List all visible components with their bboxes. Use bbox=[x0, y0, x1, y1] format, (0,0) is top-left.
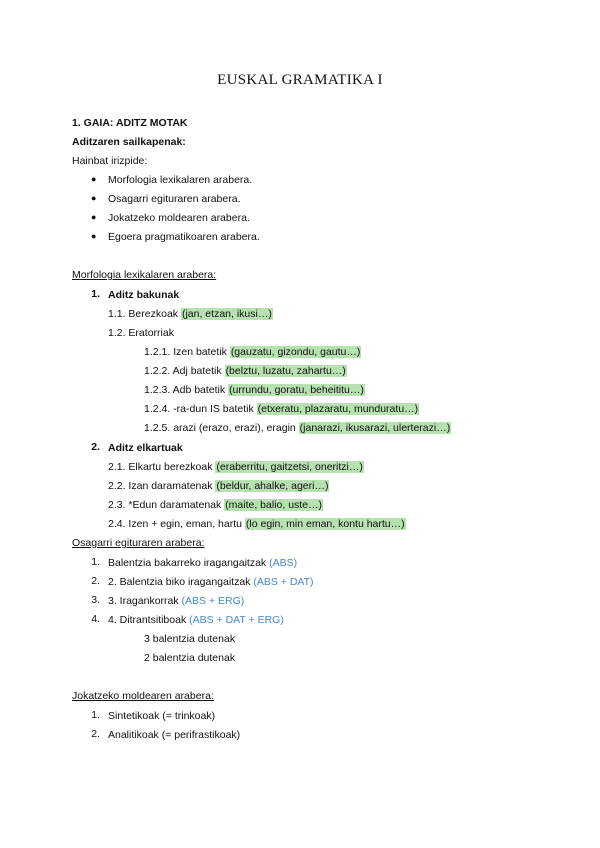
intro-text: Hainbat irizpide: bbox=[72, 155, 148, 167]
list-number: 1. bbox=[91, 556, 100, 568]
list-item: 2 balentzia dutenak bbox=[144, 652, 236, 664]
list-item bbox=[144, 345, 361, 359]
list-item: 1.2. Eratorriak bbox=[108, 327, 174, 339]
bullet-icon: ● bbox=[91, 193, 97, 203]
highlighted-examples: (lo egin, min eman, kontu hartu…) bbox=[245, 518, 405, 530]
list-item: Analitikoak (= perifrastikoak) bbox=[108, 729, 241, 741]
document-title: EUSKAL GRAMATIKA I bbox=[217, 72, 383, 88]
list-item bbox=[108, 479, 329, 493]
case-tag: (ABS + ERG) bbox=[181, 595, 245, 607]
highlighted-examples: (jan, etzan, ikusi…) bbox=[181, 308, 272, 320]
bullet-icon: ● bbox=[91, 231, 97, 241]
case-tag: (ABS + DAT) bbox=[253, 576, 314, 588]
list-item bbox=[144, 402, 419, 416]
list-item bbox=[108, 498, 323, 512]
case-tag: (ABS + DAT + ERG) bbox=[189, 614, 284, 626]
list-item: Jokatzeko moldearen arabera. bbox=[108, 212, 250, 224]
highlighted-examples: (beldur, ahalke, ageri…) bbox=[216, 480, 329, 492]
osagarri-heading: Osagarri egituraren arabera: bbox=[72, 537, 205, 549]
list-item: 3 balentzia dutenak bbox=[144, 633, 236, 645]
item-text: 2. Balentzia biko iragangaitzak bbox=[108, 576, 254, 588]
highlighted-examples: (janarazi, ikusarazi, ulerterazi…) bbox=[299, 422, 451, 434]
list-item: Osagarri egituraren arabera. bbox=[108, 193, 241, 205]
list-item bbox=[108, 556, 297, 570]
item-text: 2.4. Izen + egin, eman, hartu bbox=[108, 518, 245, 530]
bullet-icon: ● bbox=[91, 174, 97, 184]
list-item bbox=[144, 421, 451, 435]
list-number: 2. bbox=[91, 441, 100, 453]
list-item bbox=[144, 383, 365, 397]
list-item bbox=[108, 613, 284, 627]
highlighted-examples: (urrundu, goratu, beheititu…) bbox=[229, 384, 364, 396]
bakunak-heading: Aditz bakunak bbox=[108, 289, 180, 301]
section-heading: Aditzaren sailkapenak: bbox=[72, 136, 186, 148]
item-text: 1.2.4. -ra-dun IS batetik bbox=[144, 403, 257, 415]
item-text: 4. Ditrantsitiboak bbox=[108, 614, 190, 626]
item-text: 2.1. Elkartu berezkoak bbox=[108, 461, 216, 473]
item-text: 3. Iragankorrak bbox=[108, 595, 182, 607]
list-item bbox=[108, 517, 406, 531]
item-text: 2.2. Izan daramatenak bbox=[108, 480, 216, 492]
highlighted-examples: (belztu, luzatu, zahartu…) bbox=[225, 365, 346, 377]
list-number: 1. bbox=[91, 288, 100, 300]
list-item bbox=[108, 307, 273, 321]
list-number: 4. bbox=[91, 613, 100, 625]
jokatzeko-heading: Jokatzeko moldearen arabera: bbox=[72, 690, 214, 702]
bullet-icon: ● bbox=[91, 212, 97, 222]
list-item: Egoera pragmatikoaren arabera. bbox=[108, 231, 260, 243]
list-number: 1. bbox=[91, 709, 100, 721]
chapter-heading: 1. GAIA: ADITZ MOTAK bbox=[72, 117, 188, 129]
case-tag: (ABS) bbox=[269, 557, 298, 569]
elkartuak-heading: Aditz elkartuak bbox=[108, 442, 183, 454]
list-item bbox=[108, 594, 244, 608]
item-text: 1.2.2. Adj batetik bbox=[144, 365, 225, 377]
item-text: 1.2.1. Izen batetik bbox=[144, 346, 230, 358]
list-number: 3. bbox=[91, 594, 100, 606]
highlighted-examples: (eraberritu, gaitzetsi, oneritzi…) bbox=[216, 461, 363, 473]
list-item bbox=[108, 460, 364, 474]
list-number: 2. bbox=[91, 728, 100, 740]
item-text: 1.2.5. arazi (erazo, erazi), eragin bbox=[144, 422, 299, 434]
list-item: Morfologia lexikalaren arabera. bbox=[108, 174, 253, 186]
item-text: Balentzia bakarreko iragangaitzak bbox=[108, 557, 270, 569]
highlighted-examples: (gauzatu, gizondu, gautu…) bbox=[230, 346, 361, 358]
list-number: 2. bbox=[91, 575, 100, 587]
highlighted-examples: (etxeratu, plazaratu, munduratu…) bbox=[257, 403, 419, 415]
list-item bbox=[108, 575, 314, 589]
morfologia-heading: Morfologia lexikalaren arabera: bbox=[72, 269, 217, 281]
list-item: Sintetikoak (= trinkoak) bbox=[108, 710, 216, 722]
item-text: 1.2.3. Adb batetik bbox=[144, 384, 229, 396]
highlighted-examples: (maite, balio, uste…) bbox=[225, 499, 323, 511]
item-text: 1.1. Berezkoak bbox=[108, 308, 181, 320]
list-item bbox=[144, 364, 347, 378]
item-text: 2.3. *Edun daramatenak bbox=[108, 499, 225, 511]
